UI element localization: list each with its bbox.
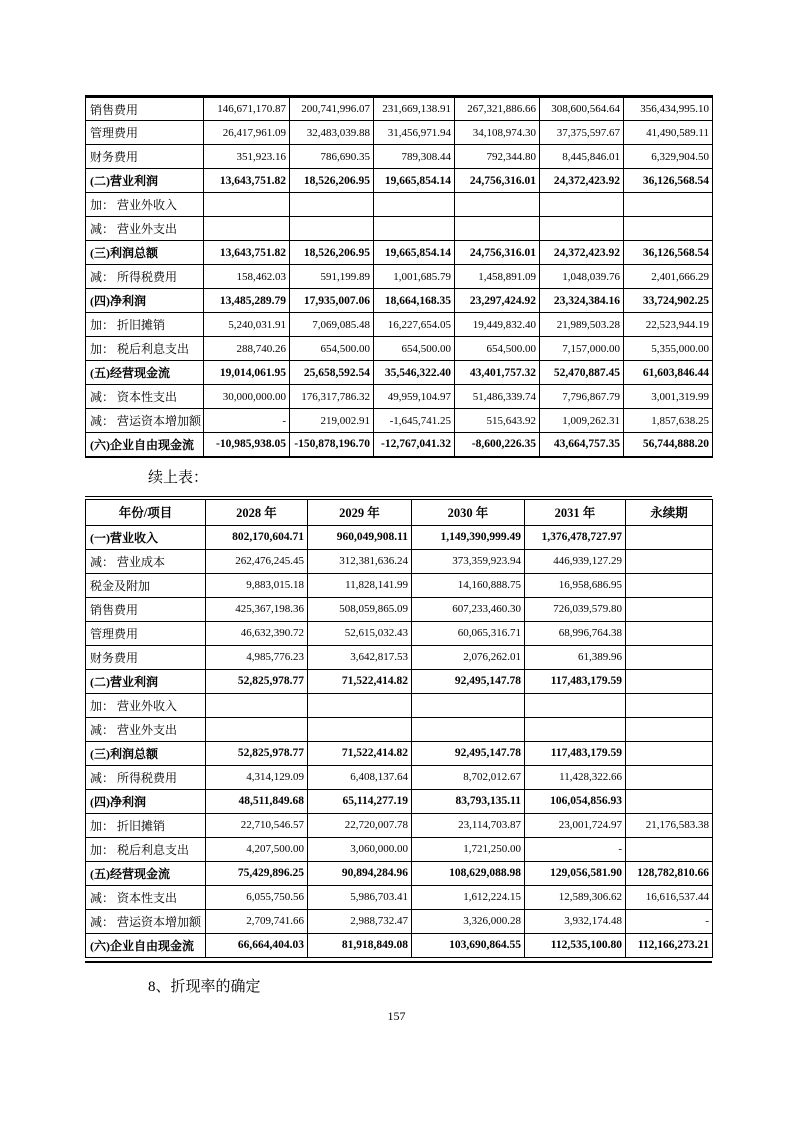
cell-value: 83,793,135.11 [412,789,525,813]
cell-value: 1,857,638.25 [624,409,713,433]
cell-value: 41,490,589.11 [624,121,713,145]
cell-value [206,693,308,717]
cell-value: 654,500.00 [374,337,455,361]
cell-value: 108,629,088.98 [412,861,525,885]
row-label: (五)经营现金流 [86,861,206,885]
cell-value: 3,060,000.00 [308,837,412,861]
row-label: (六)企业自由现金流 [86,433,204,457]
cell-value: 34,108,974.30 [455,121,540,145]
row-label: (三)利润总额 [86,241,204,265]
cell-value: 607,233,460.30 [412,597,525,621]
cell-value: 22,710,546.57 [206,813,308,837]
cell-value: 81,918,849.08 [308,933,412,957]
table-row [86,169,713,193]
cell-value: 24,372,423.92 [540,169,624,193]
cell-value: 24,372,423.92 [540,241,624,265]
cell-value: 13,643,751.82 [204,169,290,193]
cell-value: 56,744,888.20 [624,433,713,457]
cell-value [626,717,713,741]
table-row [86,741,713,765]
cell-value: 1,376,478,727.97 [525,525,626,549]
cell-value: 21,989,503.28 [540,313,624,337]
cell-value: 26,417,961.09 [204,121,290,145]
cell-value: 52,825,978.77 [206,669,308,693]
cell-value: 1,458,891.09 [455,265,540,289]
cell-value: -8,600,226.35 [455,433,540,457]
table-row [86,789,713,813]
cell-value: 312,381,636.24 [308,549,412,573]
free-cashflow-table-part2 [85,499,713,958]
row-label: 管理费用 [86,121,204,145]
row-label: 减： 营业成本 [86,549,206,573]
cell-value [455,217,540,241]
cell-value: 158,462.03 [204,265,290,289]
cell-value: 43,401,757.32 [455,361,540,385]
cell-value: 37,375,597.67 [540,121,624,145]
table-row [86,597,713,621]
cell-value: 515,643.92 [455,409,540,433]
row-label: (六)企业自由现金流 [86,933,206,957]
cell-value: 61,389.96 [525,645,626,669]
cell-value: 71,522,414.82 [308,741,412,765]
cell-value: 92,495,147.78 [412,741,525,765]
cell-value: 24,756,316.01 [455,169,540,193]
cell-value: 4,314,129.09 [206,765,308,789]
cell-value: 508,059,865.09 [308,597,412,621]
cell-value: 6,055,750.56 [206,885,308,909]
cell-value [412,693,525,717]
cell-value: 373,359,923.94 [412,549,525,573]
table-row [86,337,713,361]
cell-value: 52,825,978.77 [206,741,308,765]
cell-value: - [626,909,713,933]
row-label: (一)营业收入 [86,525,206,549]
row-label: 减： 营运资本增加额 [86,409,204,433]
row-label: (四)净利润 [86,289,204,313]
cell-value: 802,170,604.71 [206,525,308,549]
cell-value: 8,445,846.01 [540,145,624,169]
table-row [86,885,713,909]
column-header: 年份/项目 [86,499,206,525]
cell-value [626,549,713,573]
cell-value: 106,054,856.93 [525,789,626,813]
cell-value: 425,367,198.36 [206,597,308,621]
column-header: 2029 年 [308,499,412,525]
column-header: 2030 年 [412,499,525,525]
row-label: 税金及附加 [86,573,206,597]
cell-value: 68,996,764.38 [525,621,626,645]
cell-value: 51,486,339.74 [455,385,540,409]
cell-value: 18,526,206.95 [290,241,374,265]
cell-value: 446,939,127.29 [525,549,626,573]
cell-value: 36,126,568.54 [624,169,713,193]
cell-value: 32,483,039.88 [290,121,374,145]
cell-value: 356,434,995.10 [624,97,713,121]
cell-value: 792,344.80 [455,145,540,169]
row-label: 财务费用 [86,145,204,169]
cell-value: 2,076,262.01 [412,645,525,669]
cell-value: 19,665,854.14 [374,241,455,265]
cell-value [412,717,525,741]
cell-value: 61,603,846.44 [624,361,713,385]
cell-value: 66,664,404.03 [206,933,308,957]
cell-value: 52,470,887.45 [540,361,624,385]
cell-value: 14,160,888.75 [412,573,525,597]
table-row [86,837,713,861]
cell-value: 3,932,174.48 [525,909,626,933]
cell-value [206,717,308,741]
cell-value [626,669,713,693]
row-label: (三)利润总额 [86,741,206,765]
cell-value: 46,632,390.72 [206,621,308,645]
cell-value [626,597,713,621]
table-row [86,361,713,385]
table-row [86,313,713,337]
row-label: 减： 资本性支出 [86,385,204,409]
cell-value: 23,324,384.16 [540,289,624,313]
cell-value: 288,740.26 [204,337,290,361]
cell-value [525,693,626,717]
cell-value: -1,645,741.25 [374,409,455,433]
cell-value: 13,643,751.82 [204,241,290,265]
cell-value: 3,642,817.53 [308,645,412,669]
table-row [86,217,713,241]
cell-value [626,741,713,765]
cell-value: 23,001,724.97 [525,813,626,837]
table-row [86,193,713,217]
cell-value: 31,456,971.94 [374,121,455,145]
cell-value: 75,429,896.25 [206,861,308,885]
free-cashflow-table-part2-frame [85,496,712,963]
cell-value: 103,690,864.55 [412,933,525,957]
cell-value: - [204,409,290,433]
cell-value: 30,000,000.00 [204,385,290,409]
cell-value: 308,600,564.64 [540,97,624,121]
cell-value: 112,166,273.21 [626,933,713,957]
table-row [86,813,713,837]
page-number: 157 [387,1008,406,1023]
row-label: 加： 营业外收入 [86,193,204,217]
table-row [86,433,713,457]
cell-value [374,217,455,241]
cell-value: 726,039,579.80 [525,597,626,621]
cell-value: 16,227,654.05 [374,313,455,337]
cell-value [626,573,713,597]
row-label: 减： 营业外支出 [86,717,206,741]
cell-value [525,717,626,741]
cell-value [308,717,412,741]
cell-value: 262,476,245.45 [206,549,308,573]
cell-value: 23,114,703.87 [412,813,525,837]
table-row [86,765,713,789]
cell-value [626,693,713,717]
row-label: (五)经营现金流 [86,361,204,385]
cell-value: 591,199.89 [290,265,374,289]
table-row [86,693,713,717]
cell-value: 90,894,284.96 [308,861,412,885]
cell-value [626,525,713,549]
table-row [86,933,713,957]
cell-value: 4,207,500.00 [206,837,308,861]
row-label: 管理费用 [86,621,206,645]
table-row [86,525,713,549]
cell-value: 11,428,322.66 [525,765,626,789]
cell-value [540,217,624,241]
table-row [86,717,713,741]
cell-value [455,193,540,217]
table-row [86,121,713,145]
cell-value [290,217,374,241]
cell-value: 12,589,306.62 [525,885,626,909]
table-row [86,621,713,645]
cell-value: 789,308.44 [374,145,455,169]
table-row [86,265,713,289]
cell-value: 22,523,944.19 [624,313,713,337]
cell-value: 11,828,141.99 [308,573,412,597]
row-label: 财务费用 [86,645,206,669]
table-row [86,549,713,573]
cell-value: 3,001,319.99 [624,385,713,409]
cell-value: 19,665,854.14 [374,169,455,193]
cell-value: 1,612,224.15 [412,885,525,909]
cell-value: 4,985,776.23 [206,645,308,669]
column-header: 2028 年 [206,499,308,525]
cell-value: 49,959,104.97 [374,385,455,409]
cell-value: 19,014,061.95 [204,361,290,385]
cell-value: 1,009,262.31 [540,409,624,433]
cell-value: -12,767,041.32 [374,433,455,457]
cell-value: 6,408,137.64 [308,765,412,789]
row-label: (二)营业利润 [86,169,204,193]
cell-value: 22,720,007.78 [308,813,412,837]
cell-value [626,621,713,645]
cell-value: 7,069,085.48 [290,313,374,337]
cell-value: 3,326,000.28 [412,909,525,933]
cell-value: 146,671,170.87 [204,97,290,121]
row-label: 加： 折旧摊销 [86,313,204,337]
cell-value: 19,449,832.40 [455,313,540,337]
cell-value [540,193,624,217]
cell-value: 6,329,904.50 [624,145,713,169]
column-header: 2031 年 [525,499,626,525]
row-label: 减： 所得税费用 [86,265,204,289]
cell-value: 1,048,039.76 [540,265,624,289]
cell-value: 43,664,757.35 [540,433,624,457]
cell-value: 92,495,147.78 [412,669,525,693]
cell-value: 36,126,568.54 [624,241,713,265]
cell-value: 960,049,908.11 [308,525,412,549]
cell-value: 128,782,810.66 [626,861,713,885]
column-header: 永续期 [626,499,713,525]
cell-value: 13,485,289.79 [204,289,290,313]
cell-value: 351,923.16 [204,145,290,169]
cell-value: 71,522,414.82 [308,669,412,693]
table-row [86,241,713,265]
cell-value: 176,317,786.32 [290,385,374,409]
cell-value: 231,669,138.91 [374,97,455,121]
cell-value [626,645,713,669]
cell-value: 2,709,741.66 [206,909,308,933]
table-row [86,97,713,121]
cell-value: 16,616,537.44 [626,885,713,909]
cell-value [626,789,713,813]
row-label: 加： 营业外收入 [86,693,206,717]
cell-value: 786,690.35 [290,145,374,169]
cell-value [626,837,713,861]
row-label: 减： 所得税费用 [86,765,206,789]
row-label: 销售费用 [86,97,204,121]
row-label: 减： 营运资本增加额 [86,909,206,933]
cell-value: 112,535,100.80 [525,933,626,957]
cell-value: 48,511,849.68 [206,789,308,813]
cell-value: 5,240,031.91 [204,313,290,337]
cell-value: 8,702,012.67 [412,765,525,789]
table-row [86,861,713,885]
cell-value: - [525,837,626,861]
cell-value: 654,500.00 [455,337,540,361]
cell-value: 35,546,322.40 [374,361,455,385]
cell-value: 117,483,179.59 [525,741,626,765]
cell-value: 16,958,686.95 [525,573,626,597]
table-row [86,645,713,669]
cell-value: -150,878,196.70 [290,433,374,457]
cell-value [374,193,455,217]
cell-value: 18,526,206.95 [290,169,374,193]
cell-value: 267,321,886.66 [455,97,540,121]
row-label: 加： 税后利息支出 [86,337,204,361]
cell-value: 65,114,277.19 [308,789,412,813]
table-row [86,669,713,693]
cell-value [204,193,290,217]
table-header-row [86,499,713,525]
cell-value: 17,935,007.06 [290,289,374,313]
cell-value: 9,883,015.18 [206,573,308,597]
row-label: 销售费用 [86,597,206,621]
cell-value: 2,401,666.29 [624,265,713,289]
cell-value: 33,724,902.25 [624,289,713,313]
cell-value: 18,664,168.35 [374,289,455,313]
cell-value: 25,658,592.54 [290,361,374,385]
cell-value: 7,157,000.00 [540,337,624,361]
cell-value: 129,056,581.90 [525,861,626,885]
table-row [86,145,713,169]
row-label: 减： 营业外支出 [86,217,204,241]
cell-value: 7,796,867.79 [540,385,624,409]
cell-value [308,693,412,717]
cell-value: 1,001,685.79 [374,265,455,289]
section-heading: 8、折现率的确定 [148,978,261,995]
cell-value [626,765,713,789]
cell-value [624,193,713,217]
table-row [86,289,713,313]
cell-value [290,193,374,217]
cell-value: 117,483,179.59 [525,669,626,693]
free-cashflow-table-part1 [85,95,713,458]
row-label: (四)净利润 [86,789,206,813]
row-label: 加： 折旧摊销 [86,813,206,837]
row-label: 加： 税后利息支出 [86,837,206,861]
cell-value: 1,149,390,999.49 [412,525,525,549]
cell-value [624,217,713,241]
cell-value [204,217,290,241]
cell-value: 654,500.00 [290,337,374,361]
cell-value: 23,297,424.92 [455,289,540,313]
row-label: 减： 资本性支出 [86,885,206,909]
cell-value: 52,615,032.43 [308,621,412,645]
cell-value: 24,756,316.01 [455,241,540,265]
table-row [86,909,713,933]
row-label: (二)营业利润 [86,669,206,693]
cell-value: -10,985,938.05 [204,433,290,457]
cell-value: 21,176,583.38 [626,813,713,837]
cell-value: 5,355,000.00 [624,337,713,361]
cell-value: 2,988,732.47 [308,909,412,933]
cell-value: 219,002.91 [290,409,374,433]
cell-value: 1,721,250.00 [412,837,525,861]
table-row [86,573,713,597]
cell-value: 200,741,996.07 [290,97,374,121]
cell-value: 5,986,703.41 [308,885,412,909]
cell-value: 60,065,316.71 [412,621,525,645]
table-row [86,409,713,433]
table-row [86,385,713,409]
continuation-label: 续上表： [148,469,209,486]
